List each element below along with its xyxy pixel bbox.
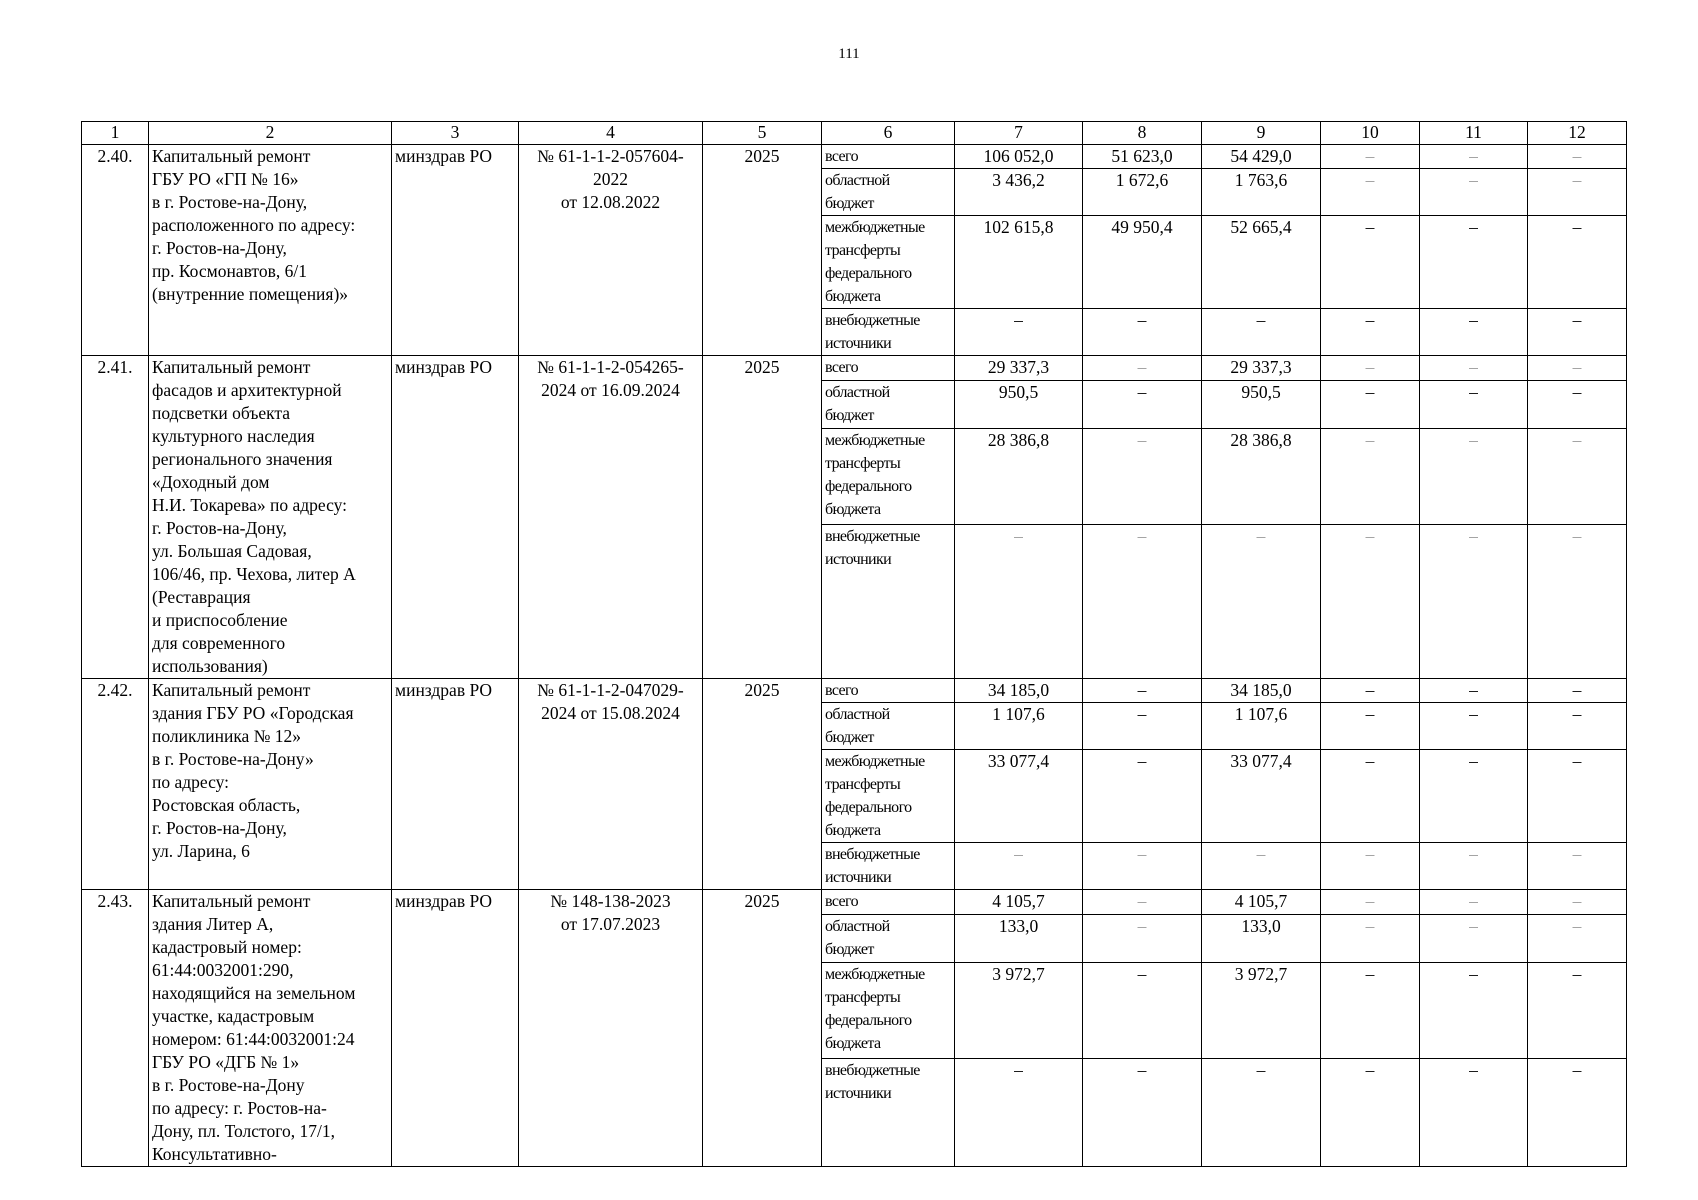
amount-c11: – bbox=[1420, 309, 1528, 356]
amount-c12: – bbox=[1528, 356, 1627, 381]
table-row bbox=[82, 679, 1627, 703]
object-name-line: здания Литер А, bbox=[152, 914, 274, 934]
object-name-line: поликлиника № 12» bbox=[152, 726, 302, 746]
amount-c10: – bbox=[1321, 216, 1420, 309]
expertise-doc-line: от 17.07.2023 bbox=[560, 914, 661, 934]
object-name bbox=[149, 679, 392, 890]
funding-source-line: источники bbox=[825, 335, 892, 352]
object-name-line: подсветки объекта bbox=[152, 403, 291, 423]
completion-year: 2025 bbox=[703, 890, 822, 1167]
header-cell: 3 bbox=[392, 122, 519, 145]
amount-c8: 1 672,6 bbox=[1083, 169, 1202, 216]
funding-source-line: внебюджетные bbox=[825, 312, 920, 329]
amount-c9: – bbox=[1202, 1058, 1321, 1166]
amount-c12: – bbox=[1528, 703, 1627, 750]
amount-c7: 3 972,7 bbox=[955, 963, 1083, 1059]
object-name-line: ГБУ РО «ДГБ № 1» bbox=[152, 1052, 300, 1072]
object-name-line: номером: 61:44:0032001:24 bbox=[152, 1029, 355, 1049]
funding-source bbox=[822, 679, 955, 703]
funding-source-line: внебюджетные bbox=[825, 528, 920, 546]
object-name-line: Ростовская область, bbox=[152, 795, 301, 815]
funding-source bbox=[822, 890, 955, 915]
header-row bbox=[82, 122, 1627, 145]
header-cell: 6 bbox=[822, 122, 955, 145]
funding-source-line: источники bbox=[825, 551, 892, 569]
amount-c12: – bbox=[1528, 145, 1627, 169]
funding-source-line: федерального bbox=[825, 478, 912, 496]
object-name-line: пр. Космонавтов, 6/1 bbox=[152, 261, 307, 281]
amount-c9: 950,5 bbox=[1202, 380, 1321, 429]
amount-c12: – bbox=[1528, 1058, 1627, 1166]
funding-source bbox=[822, 914, 955, 962]
amount-c8: – bbox=[1083, 750, 1202, 843]
amount-c11: – bbox=[1420, 914, 1528, 962]
funding-source bbox=[822, 963, 955, 1059]
object-name-line: Дону, пл. Толстого, 17/1, bbox=[152, 1121, 335, 1141]
header-cell: 9 bbox=[1202, 122, 1321, 145]
amount-c11: – bbox=[1420, 356, 1528, 381]
funding-source-line: внебюджетные bbox=[825, 846, 920, 863]
funding-source-line: межбюджетные bbox=[825, 966, 925, 984]
object-name-line: (Реставрация bbox=[152, 587, 251, 607]
object-name-line: Капитальный ремонт bbox=[152, 146, 311, 166]
object-name-line: «Доходный дом bbox=[152, 472, 270, 492]
amount-c11: – bbox=[1420, 145, 1528, 169]
item-number: 2.43. bbox=[82, 890, 149, 1167]
funding-source-line: межбюджетные bbox=[825, 432, 925, 450]
amount-c10: – bbox=[1321, 309, 1420, 356]
amount-c10: – bbox=[1321, 356, 1420, 381]
amount-c11: – bbox=[1420, 750, 1528, 843]
object-name-line: в г. Ростове-на-Дону» bbox=[152, 749, 314, 769]
amount-c9: 3 972,7 bbox=[1202, 963, 1321, 1059]
amount-c10: – bbox=[1321, 169, 1420, 216]
object-name-line: 106/46, пр. Чехова, литер А bbox=[152, 564, 356, 584]
amount-c9: 1 763,6 bbox=[1202, 169, 1321, 216]
table-row bbox=[82, 890, 1627, 915]
amount-c10: – bbox=[1321, 843, 1420, 890]
amount-c8: – bbox=[1083, 679, 1202, 703]
amount-c8: – bbox=[1083, 703, 1202, 750]
customer: минздрав РО bbox=[392, 145, 519, 356]
funding-source-line: бюджета bbox=[825, 288, 881, 305]
object-name-line: регионального значения bbox=[152, 449, 333, 469]
amount-c7: 34 185,0 bbox=[955, 679, 1083, 703]
object-name bbox=[149, 890, 392, 1167]
item-number: 2.42. bbox=[82, 679, 149, 890]
funding-source-line: бюджета bbox=[825, 1035, 881, 1053]
amount-c10: – bbox=[1321, 380, 1420, 429]
object-name-line: ул. Ларина, 6 bbox=[152, 841, 250, 861]
funding-source-line: источники bbox=[825, 869, 892, 886]
funding-source-line: всего bbox=[825, 682, 859, 699]
amount-c8: – bbox=[1083, 890, 1202, 915]
completion-year: 2025 bbox=[703, 356, 822, 679]
amount-c12: – bbox=[1528, 525, 1627, 679]
table-row bbox=[82, 356, 1627, 381]
amount-c10: – bbox=[1321, 145, 1420, 169]
object-name-line: кадастровый номер: bbox=[152, 937, 302, 957]
amount-c11: – bbox=[1420, 380, 1528, 429]
amount-c9: 29 337,3 bbox=[1202, 356, 1321, 381]
funding-source-line: областной bbox=[825, 706, 890, 723]
funding-source-line: всего bbox=[825, 148, 859, 165]
object-name-line: г. Ростов-на-Дону, bbox=[152, 238, 287, 258]
funding-source bbox=[822, 169, 955, 216]
amount-c9: 54 429,0 bbox=[1202, 145, 1321, 169]
amount-c8: – bbox=[1083, 1058, 1202, 1166]
funding-source bbox=[822, 380, 955, 429]
funding-source-line: областной bbox=[825, 383, 890, 401]
amount-c8: – bbox=[1083, 963, 1202, 1059]
amount-c9: – bbox=[1202, 843, 1321, 890]
budget-table bbox=[81, 121, 1627, 1167]
amount-c8: – bbox=[1083, 914, 1202, 962]
expertise-doc bbox=[519, 890, 703, 1167]
funding-source-line: бюджета bbox=[825, 501, 881, 519]
amount-c11: – bbox=[1420, 843, 1528, 890]
amount-c12: – bbox=[1528, 169, 1627, 216]
object-name-line: г. Ростов-на-Дону, bbox=[152, 818, 287, 838]
completion-year: 2025 bbox=[703, 145, 822, 356]
object-name bbox=[149, 356, 392, 679]
expertise-doc-line: 2024 от 16.09.2024 bbox=[541, 380, 680, 400]
funding-source-line: федерального bbox=[825, 799, 912, 816]
amount-c8: 51 623,0 bbox=[1083, 145, 1202, 169]
table-body bbox=[82, 145, 1627, 1167]
header-cell: 1 bbox=[82, 122, 149, 145]
amount-c8: – bbox=[1083, 525, 1202, 679]
funding-source bbox=[822, 1058, 955, 1166]
expertise-doc-line: № 61-1-1-2-047029- bbox=[537, 680, 684, 700]
amount-c12: – bbox=[1528, 380, 1627, 429]
funding-source-line: бюджет bbox=[825, 729, 874, 746]
amount-c11: – bbox=[1420, 169, 1528, 216]
amount-c11: – bbox=[1420, 703, 1528, 750]
amount-c10: – bbox=[1321, 963, 1420, 1059]
page-number: 111 bbox=[838, 46, 860, 62]
amount-c12: – bbox=[1528, 429, 1627, 525]
amount-c9: – bbox=[1202, 309, 1321, 356]
amount-c11: – bbox=[1420, 429, 1528, 525]
funding-source-line: бюджета bbox=[825, 822, 881, 839]
object-name-line: г. Ростов-на-Дону, bbox=[152, 518, 287, 538]
expertise-doc-line: № 148-138-2023 bbox=[550, 891, 671, 911]
funding-source-line: бюджет bbox=[825, 940, 874, 958]
amount-c7: 133,0 bbox=[955, 914, 1083, 962]
funding-source-line: бюджет bbox=[825, 195, 874, 212]
amount-c7: 950,5 bbox=[955, 380, 1083, 429]
amount-c8: – bbox=[1083, 356, 1202, 381]
funding-source bbox=[822, 356, 955, 381]
object-name-line: участке, кадастровым bbox=[152, 1006, 315, 1026]
amount-c9: 1 107,6 bbox=[1202, 703, 1321, 750]
amount-c12: – bbox=[1528, 890, 1627, 915]
object-name-line: здания ГБУ РО «Городская bbox=[152, 703, 354, 723]
amount-c11: – bbox=[1420, 963, 1528, 1059]
customer: минздрав РО bbox=[392, 890, 519, 1167]
header-cell: 11 bbox=[1420, 122, 1528, 145]
funding-source-line: областной bbox=[825, 172, 890, 189]
funding-source-line: всего bbox=[825, 359, 859, 376]
amount-c11: – bbox=[1420, 216, 1528, 309]
object-name-line: использования) bbox=[152, 656, 268, 676]
amount-c10: – bbox=[1321, 1058, 1420, 1166]
funding-source-line: межбюджетные bbox=[825, 219, 925, 236]
object-name-line: и приспособление bbox=[152, 610, 288, 630]
object-name-line: Н.И. Токарева» по адресу: bbox=[152, 495, 348, 515]
object-name-line: расположенного по адресу: bbox=[152, 215, 356, 235]
item-number: 2.41. bbox=[82, 356, 149, 679]
header-cell: 12 bbox=[1528, 122, 1627, 145]
table-row bbox=[82, 145, 1627, 169]
object-name bbox=[149, 145, 392, 356]
object-name-line: для современного bbox=[152, 633, 286, 653]
object-name-line: фасадов и архитектурной bbox=[152, 380, 342, 400]
object-name-line: (внутренние помещения)» bbox=[152, 284, 349, 304]
amount-c7: 33 077,4 bbox=[955, 750, 1083, 843]
funding-source-line: всего bbox=[825, 893, 859, 910]
amount-c10: – bbox=[1321, 890, 1420, 915]
amount-c7: – bbox=[955, 309, 1083, 356]
amount-c12: – bbox=[1528, 914, 1627, 962]
funding-source-line: федерального bbox=[825, 265, 912, 282]
amount-c12: – bbox=[1528, 309, 1627, 356]
amount-c7: 3 436,2 bbox=[955, 169, 1083, 216]
funding-source-line: трансферты bbox=[825, 989, 901, 1007]
amount-c9: 133,0 bbox=[1202, 914, 1321, 962]
funding-source bbox=[822, 309, 955, 356]
amount-c8: – bbox=[1083, 309, 1202, 356]
funding-source bbox=[822, 525, 955, 679]
expertise-doc-line: 2022 bbox=[593, 169, 628, 189]
funding-source-line: межбюджетные bbox=[825, 753, 925, 770]
amount-c7: 28 386,8 bbox=[955, 429, 1083, 525]
expertise-doc bbox=[519, 356, 703, 679]
amount-c11: – bbox=[1420, 679, 1528, 703]
amount-c10: – bbox=[1321, 679, 1420, 703]
amount-c7: 4 105,7 bbox=[955, 890, 1083, 915]
object-name-line: ул. Большая Садовая, bbox=[152, 541, 312, 561]
expertise-doc bbox=[519, 145, 703, 356]
amount-c9: 4 105,7 bbox=[1202, 890, 1321, 915]
object-name-line: 61:44:0032001:290, bbox=[152, 960, 294, 980]
header-cell: 4 bbox=[519, 122, 703, 145]
object-name-line: ГБУ РО «ГП № 16» bbox=[152, 169, 299, 189]
object-name-line: в г. Ростове-на-Дону, bbox=[152, 192, 308, 212]
amount-c9: 28 386,8 bbox=[1202, 429, 1321, 525]
header-cell: 8 bbox=[1083, 122, 1202, 145]
amount-c8: 49 950,4 bbox=[1083, 216, 1202, 309]
funding-source-line: внебюджетные bbox=[825, 1061, 920, 1079]
amount-c7: 29 337,3 bbox=[955, 356, 1083, 381]
object-name-line: культурного наследия bbox=[152, 426, 315, 446]
object-name-line: Капитальный ремонт bbox=[152, 357, 311, 377]
amount-c9: 33 077,4 bbox=[1202, 750, 1321, 843]
amount-c7: 102 615,8 bbox=[955, 216, 1083, 309]
amount-c10: – bbox=[1321, 750, 1420, 843]
item-number: 2.40. bbox=[82, 145, 149, 356]
funding-source bbox=[822, 843, 955, 890]
funding-source bbox=[822, 145, 955, 169]
funding-source-line: федерального bbox=[825, 1012, 912, 1030]
header-cell: 7 bbox=[955, 122, 1083, 145]
expertise-doc-line: № 61-1-1-2-057604- bbox=[537, 146, 684, 166]
funding-source-line: трансферты bbox=[825, 776, 901, 793]
funding-source-line: трансферты bbox=[825, 242, 901, 259]
amount-c10: – bbox=[1321, 914, 1420, 962]
header-cell: 5 bbox=[703, 122, 822, 145]
object-name-line: Капитальный ремонт bbox=[152, 680, 311, 700]
expertise-doc-line: 2024 от 15.08.2024 bbox=[541, 703, 680, 723]
amount-c10: – bbox=[1321, 429, 1420, 525]
customer: минздрав РО bbox=[392, 679, 519, 890]
amount-c12: – bbox=[1528, 679, 1627, 703]
amount-c8: – bbox=[1083, 843, 1202, 890]
amount-c7: 106 052,0 bbox=[955, 145, 1083, 169]
funding-source-line: источники bbox=[825, 1084, 892, 1102]
object-name-line: Капитальный ремонт bbox=[152, 891, 311, 911]
amount-c9: 34 185,0 bbox=[1202, 679, 1321, 703]
funding-source bbox=[822, 703, 955, 750]
object-name-line: Консультативно- bbox=[152, 1144, 277, 1164]
amount-c12: – bbox=[1528, 216, 1627, 309]
amount-c8: – bbox=[1083, 429, 1202, 525]
amount-c8: – bbox=[1083, 380, 1202, 429]
completion-year: 2025 bbox=[703, 679, 822, 890]
funding-source-line: бюджет bbox=[825, 406, 874, 424]
expertise-doc bbox=[519, 679, 703, 890]
expertise-doc-line: от 12.08.2022 bbox=[560, 192, 661, 212]
amount-c12: – bbox=[1528, 963, 1627, 1059]
funding-source bbox=[822, 429, 955, 525]
amount-c9: – bbox=[1202, 525, 1321, 679]
funding-source-line: трансферты bbox=[825, 455, 901, 473]
amount-c7: – bbox=[955, 843, 1083, 890]
amount-c11: – bbox=[1420, 890, 1528, 915]
funding-source bbox=[822, 216, 955, 309]
header-cell: 10 bbox=[1321, 122, 1420, 145]
amount-c12: – bbox=[1528, 843, 1627, 890]
amount-c7: – bbox=[955, 525, 1083, 679]
object-name-line: в г. Ростове-на-Дону bbox=[152, 1075, 305, 1095]
object-name-line: по адресу: bbox=[152, 772, 230, 792]
amount-c11: – bbox=[1420, 525, 1528, 679]
expertise-doc-line: № 61-1-1-2-054265- bbox=[537, 357, 684, 377]
object-name-line: по адресу: г. Ростов-на- bbox=[152, 1098, 327, 1118]
customer: минздрав РО bbox=[392, 356, 519, 679]
header-cell: 2 bbox=[149, 122, 392, 145]
amount-c7: – bbox=[955, 1058, 1083, 1166]
amount-c11: – bbox=[1420, 1058, 1528, 1166]
amount-c9: 52 665,4 bbox=[1202, 216, 1321, 309]
amount-c10: – bbox=[1321, 525, 1420, 679]
object-name-line: находящийся на земельном bbox=[152, 983, 356, 1003]
funding-source-line: областной bbox=[825, 917, 890, 935]
amount-c7: 1 107,6 bbox=[955, 703, 1083, 750]
funding-source bbox=[822, 750, 955, 843]
amount-c12: – bbox=[1528, 750, 1627, 843]
amount-c10: – bbox=[1321, 703, 1420, 750]
